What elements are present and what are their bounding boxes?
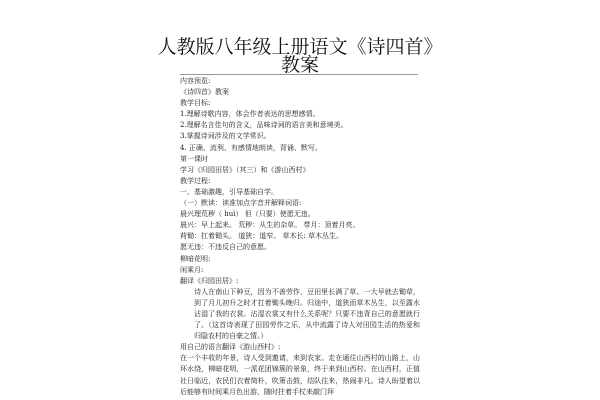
text-line: 教学目标: xyxy=(180,99,211,108)
text-line: 用自己的语言翻译《游山西村》: xyxy=(180,343,281,352)
text-line: 3.掌握诗词涉及的文学常识。 xyxy=(180,132,271,141)
text-line: 一、基础激趣，引导基础自学。 xyxy=(180,187,278,196)
text-line: 4. 正确、流利、有感情地朗读，背诵、默写。 xyxy=(180,143,322,152)
text-line: 晨兴：早上起来。 荒秽：从生的杂草。 带月：顶着月亮。 xyxy=(180,221,360,230)
text-line: 柳暗花明: xyxy=(180,254,211,263)
translation-paragraph-2: 在一个丰收的年景，诗人受到邀请，来到农家。走在通往山西村的山路上，山环水绕，柳暗花明，一派花团锦簇的景象，终于来到山西村。在山西村，正值社日临近，农民们衣着简朴，吹箫击鼓，结队往来，热闹非凡。诗人盼望着以后能够有时间乘月色出游，随时拄着手杖来敲门拜 xyxy=(180,354,420,396)
document-body xyxy=(180,76,420,398)
text-line: 内容预览: xyxy=(180,77,211,85)
text-line: 第一课时 xyxy=(180,154,208,163)
text-line: 2.理解名言佳句的含义，品味诗词的语言美和意境美。 xyxy=(180,121,348,130)
text-line: 翻译《归园田居》: xyxy=(180,276,239,285)
text-line: 《诗四首》教案 xyxy=(180,88,229,97)
document-title-line-2: 教案 xyxy=(280,54,319,76)
title-divider xyxy=(180,74,418,75)
text-line: 晨兴理荒秽（ huì） 但（只要）使愿无违。 xyxy=(180,210,315,219)
text-line: 荷锄：扛着锄头。 道狭：道窄。 草木长: 草木丛生。 xyxy=(180,232,344,241)
text-line: 闲乘月: xyxy=(180,265,204,274)
text-line: 1.理解诗歌内容，体会作者表达的思想感情。 xyxy=(180,110,320,119)
text-line: 愿无违：不违反自己的意愿。 xyxy=(180,243,271,252)
translation-paragraph-1: 诗人在南山下种豆，因为不善劳作，豆田里长满了草。一大早就去锄草，到了月儿初升之时才扛着锄头晚归。归途中，道狭而草木丛生，以至露水沾湿了我的衣裳。沾湿衣裳又有什么关系呢？只要不违背自己的意愿就行了。（这首诗表现了田园劳作之乐，从中流露了诗人对田园生活的热爱和归隐农村的自豪之情。） xyxy=(194,287,420,341)
text-line: （一）默读：读准加点字音并解释词语: xyxy=(180,199,302,208)
text-line: 教学过程: xyxy=(180,176,211,185)
document-title-line-1: 人教版八年级上册语文《诗四首》 xyxy=(157,36,443,58)
text-line: 学习《归园田居》（其三）和《游山西村》 xyxy=(180,165,310,174)
